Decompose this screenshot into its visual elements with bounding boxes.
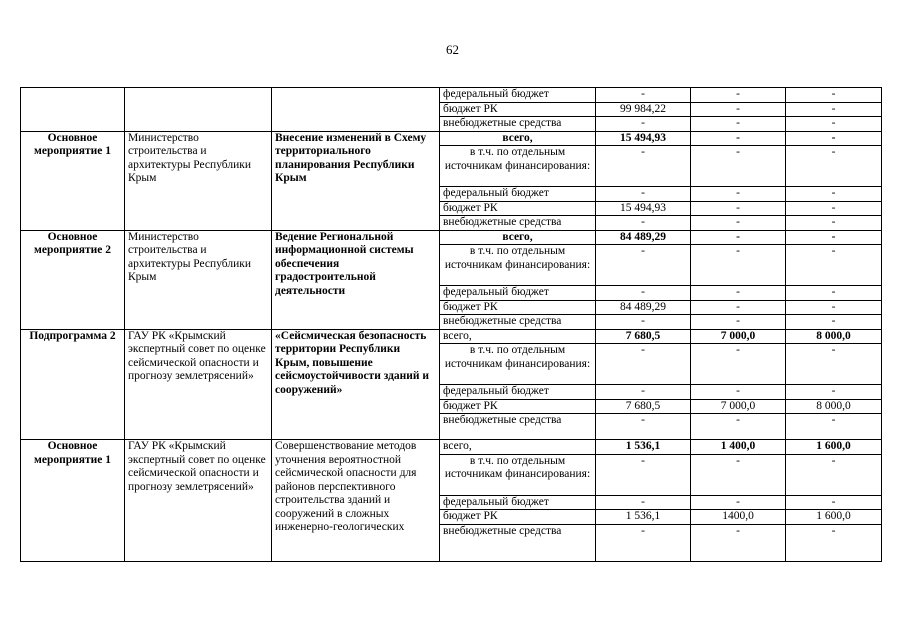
value-cell: - [596, 146, 691, 187]
source-cell: бюджет РК [440, 510, 596, 525]
value-cell: - [786, 201, 882, 216]
value-cell: - [691, 230, 786, 245]
value-cell: - [786, 245, 882, 286]
value-cell: - [786, 146, 882, 187]
source-cell: федеральный бюджет [440, 385, 596, 400]
value-cell: - [786, 495, 882, 510]
value-cell: - [786, 187, 882, 202]
value-cell: 7 000,0 [691, 399, 786, 414]
value-cell: 1 536,1 [596, 440, 691, 455]
value-cell: - [786, 286, 882, 301]
value-cell: - [786, 102, 882, 117]
source-cell: бюджет РК [440, 201, 596, 216]
value-cell: 7 680,5 [596, 399, 691, 414]
value-cell: - [786, 88, 882, 103]
value-cell: - [596, 88, 691, 103]
value-cell: - [786, 131, 882, 146]
source-cell: бюджет РК [440, 102, 596, 117]
section-cell: Основное мероприятие 2 [21, 230, 125, 329]
value-cell: 1 536,1 [596, 510, 691, 525]
executor-cell [125, 88, 272, 132]
title-cell: «Сейсмическая безопасность территории Республики Крым, повышение сейсмоустойчивости зданий и сооружений» [272, 329, 440, 440]
executor-cell: ГАУ РК «Крымский экспертный совет по оценке сейсмической опасности и прогнозу землетрясений» [125, 329, 272, 440]
value-cell: - [596, 245, 691, 286]
value-cell: - [691, 315, 786, 330]
value-cell: - [786, 315, 882, 330]
source-cell: внебюджетные средства [440, 524, 596, 561]
value-cell: - [691, 117, 786, 132]
value-cell: - [596, 385, 691, 400]
value-cell: - [691, 454, 786, 495]
source-cell: внебюджетные средства [440, 414, 596, 440]
value-cell: - [596, 216, 691, 231]
value-cell: - [596, 344, 691, 385]
value-cell: - [691, 146, 786, 187]
value-cell: - [691, 245, 786, 286]
source-cell: в т.ч. по отдельным источникам финансирования: [440, 344, 596, 385]
value-cell: - [596, 524, 691, 561]
source-cell: внебюджетные средства [440, 315, 596, 330]
value-cell: 8 000,0 [786, 329, 882, 344]
title-cell [272, 88, 440, 132]
value-cell: 1400,0 [691, 510, 786, 525]
value-cell: - [596, 286, 691, 301]
value-cell: 99 984,22 [596, 102, 691, 117]
table-row [21, 88, 882, 103]
value-cell: 1 600,0 [786, 440, 882, 455]
source-cell: в т.ч. по отдельным источникам финансирования: [440, 146, 596, 187]
table-row [21, 329, 882, 344]
value-cell: 7 680,5 [596, 329, 691, 344]
value-cell: - [786, 300, 882, 315]
value-cell: 8 000,0 [786, 399, 882, 414]
executor-cell: Министерство строительства и архитектуры Республики Крым [125, 230, 272, 329]
value-cell: - [691, 414, 786, 440]
table-row [21, 230, 882, 245]
value-cell: 7 000,0 [691, 329, 786, 344]
value-cell: - [596, 414, 691, 440]
value-cell: - [786, 414, 882, 440]
value-cell: - [596, 117, 691, 132]
value-cell: - [691, 187, 786, 202]
value-cell: - [786, 454, 882, 495]
value-cell: - [786, 385, 882, 400]
value-cell: - [596, 454, 691, 495]
source-cell: бюджет РК [440, 300, 596, 315]
executor-cell: ГАУ РК «Крымский экспертный совет по оценке сейсмической опасности и прогнозу землетрясений» [125, 440, 272, 562]
value-cell: - [691, 201, 786, 216]
source-cell: в т.ч. по отдельным источникам финансирования: [440, 245, 596, 286]
value-cell: - [691, 131, 786, 146]
title-cell: Ведение Региональной информационной системы обеспечения градостроительной деятельности [272, 230, 440, 329]
value-cell: - [691, 385, 786, 400]
value-cell: - [691, 300, 786, 315]
value-cell: 84 489,29 [596, 230, 691, 245]
title-cell: Внесение изменений в Схему территориального планирования Республики Крым [272, 131, 440, 230]
value-cell: - [691, 524, 786, 561]
section-cell: Основное мероприятие 1 [21, 131, 125, 230]
value-cell: - [786, 344, 882, 385]
source-cell: внебюджетные средства [440, 117, 596, 132]
source-cell: федеральный бюджет [440, 187, 596, 202]
source-cell: в т.ч. по отдельным источникам финансирования: [440, 454, 596, 495]
section-cell: Подпрограмма 2 [21, 329, 125, 440]
value-cell: - [691, 344, 786, 385]
source-cell: всего, [440, 440, 596, 455]
source-cell: всего, [440, 230, 596, 245]
source-cell: всего, [440, 131, 596, 146]
value-cell: - [786, 117, 882, 132]
value-cell: 1 600,0 [786, 510, 882, 525]
title-cell: Совершенствование методов уточнения вероятностной сейсмической опасности для районов перспективного строительства зданий и сооружений в сложных инженерно-геологических [272, 440, 440, 562]
table-row [21, 440, 882, 455]
section-cell [21, 88, 125, 132]
value-cell: 84 489,29 [596, 300, 691, 315]
value-cell: 15 494,93 [596, 201, 691, 216]
source-cell: федеральный бюджет [440, 88, 596, 103]
value-cell: - [691, 495, 786, 510]
table-row [21, 131, 882, 146]
value-cell: - [596, 315, 691, 330]
value-cell: 15 494,93 [596, 131, 691, 146]
financing-table [20, 87, 882, 562]
value-cell: - [691, 216, 786, 231]
source-cell: всего, [440, 329, 596, 344]
source-cell: федеральный бюджет [440, 286, 596, 301]
value-cell: - [786, 216, 882, 231]
value-cell: 1 400,0 [691, 440, 786, 455]
source-cell: федеральный бюджет [440, 495, 596, 510]
value-cell: - [691, 102, 786, 117]
value-cell: - [786, 524, 882, 561]
value-cell: - [786, 230, 882, 245]
source-cell: внебюджетные средства [440, 216, 596, 231]
page-number: 62 [446, 42, 459, 57]
executor-cell: Министерство строительства и архитектуры Республики Крым [125, 131, 272, 230]
value-cell: - [691, 286, 786, 301]
value-cell: - [596, 187, 691, 202]
value-cell: - [596, 495, 691, 510]
value-cell: - [691, 88, 786, 103]
section-cell: Основное мероприятие 1 [21, 440, 125, 562]
source-cell: бюджет РК [440, 399, 596, 414]
